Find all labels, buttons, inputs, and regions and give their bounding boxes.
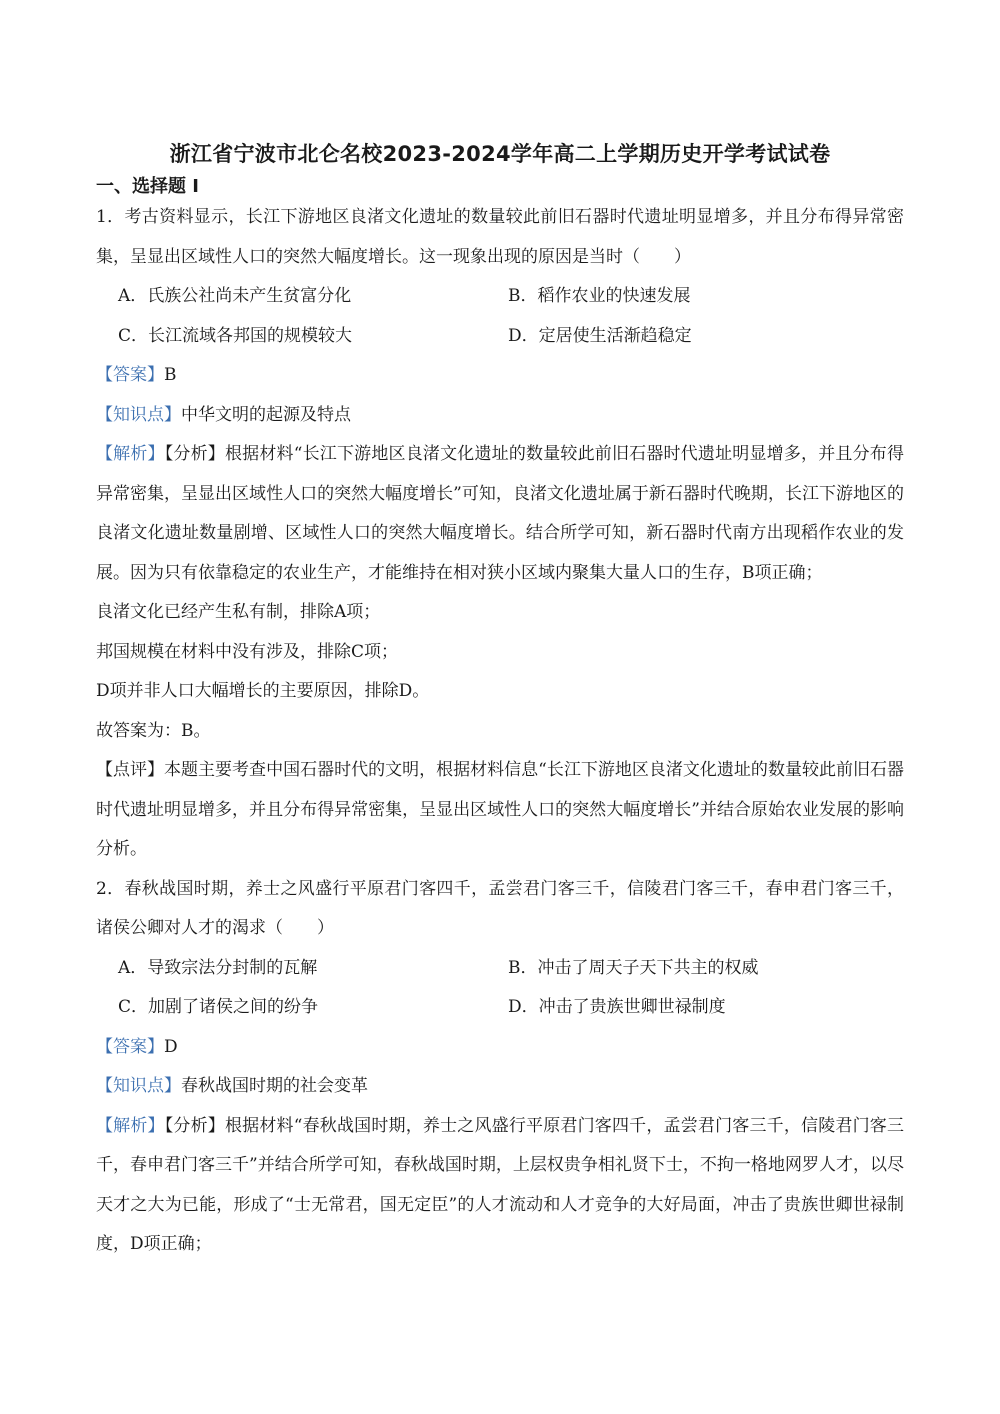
question-1-analysis-4: 故答案为：B。: [96, 720, 211, 741]
knowledge-label: 【知识点】: [96, 1076, 181, 1096]
question-1-options: [96, 277, 904, 356]
knowledge-label: 【知识点】: [96, 404, 181, 425]
question-1-knowledge-line: [96, 396, 904, 436]
section-heading: 一、选择题 I: [96, 176, 199, 197]
question-2-option-a: A．导致宗法分封制的瓦解: [118, 957, 318, 978]
document-body: [96, 198, 904, 1265]
question-1-analysis-line: [96, 435, 904, 593]
question-1-analysis-1: 良渚文化已经产生私有制，排除A项；: [96, 602, 381, 622]
question-1-knowledge-point: 中华文明的起源及特点: [181, 404, 351, 425]
analysis-label: 【解析】: [96, 444, 165, 464]
question-2-option-b: B．冲击了周天子天下共主的权威: [508, 957, 759, 978]
question-2-options: [96, 949, 904, 1028]
question-2-stem: 2．春秋战国时期，养士之风盛行平原君门客四千，孟尝君门客三千，信陵君门客三千，春申君门客三千，诸侯公卿对人才的渴求（ ）: [96, 878, 904, 938]
question-2-knowledge-line: [96, 1067, 904, 1107]
answer-label: 【答案】: [96, 1036, 164, 1057]
question-2-knowledge-point: 春秋战国时期的社会变革: [181, 1076, 368, 1096]
question-1-stem: 1．考古资料显示，长江下游地区良渚文化遗址的数量较此前旧石器时代遗址明显增多，并且分布得异常密集，呈显出区域性人口的突然大幅度增长。这一现象出现的原因是当时（ ）: [96, 207, 904, 267]
question-2-answer: D: [164, 1036, 178, 1057]
question-2-analysis-0: 【分析】根据材料“春秋战国时期，养士之风盛行平原君门客四千，孟尝君门客三千，信陵君门客三千，春申君门客三千”并结合所学可知，春秋战国时期，上层权贵争相礼贤下士，不拘一格地网罗人才，以尽天才之大为已能，形成了“士无常君，国无定臣”的人才流动和人才竞争的大好局面，冲击了贵族世卿世禄制度，D项正确；: [96, 1115, 904, 1254]
question-1-option-b: B．稻作农业的快速发展: [508, 286, 691, 306]
question-2-analysis-line: [96, 1107, 904, 1265]
analysis-label: 【解析】: [96, 1115, 165, 1136]
question-1-answer: B: [164, 365, 177, 385]
question-1-analysis-0: 【分析】根据材料“长江下游地区良渚文化遗址的数量较此前旧石器时代遗址明显增多，并且分布得异常密集，呈显出区域性人口的突然大幅度增长”可知，良渚文化遗址属于新石器时代晚期，长江下游地区的良渚文化遗址数量剧增、区域性人口的突然大幅度增长。结合所学可知，新石器时代南方出现稻作农业的发展。因为只有依靠稳定的农业生产，才能维持在相对狭小区域内聚集大量人口的生存，B项正确；: [96, 444, 904, 583]
question-2-option-d: D．冲击了贵族世卿世禄制度: [508, 997, 726, 1017]
question-1-option-a: A．氏族公社尚未产生贫富分化: [118, 286, 352, 306]
question-2-answer-line: [96, 1028, 904, 1068]
question-1-answer-line: [96, 356, 904, 396]
question-1-comment: 【点评】本题主要考查中国石器时代的文明，根据材料信息“长江下游地区良渚文化遗址的数量较此前旧石器时代遗址明显增多，并且分布得异常密集，呈显出区域性人口的突然大幅度增长”并结合原始农业发展的影响分析。: [96, 760, 904, 859]
page-title: 浙江省宁波市北仑名校2023-2024学年高二上学期历史开学考试试卷: [169, 142, 831, 166]
question-1-analysis-3: D项并非人口大幅增长的主要原因，排除D。: [96, 681, 430, 701]
question-1-analysis-2: 邦国规模在材料中没有涉及，排除C项；: [96, 641, 399, 662]
answer-label: 【答案】: [96, 365, 164, 385]
question-1-option-c: C．长江流域各邦国的规模较大: [118, 325, 353, 346]
question-1-option-d: D．定居使生活渐趋稳定: [508, 325, 692, 346]
question-2-option-c: C．加剧了诸侯之间的纷争: [118, 997, 319, 1017]
